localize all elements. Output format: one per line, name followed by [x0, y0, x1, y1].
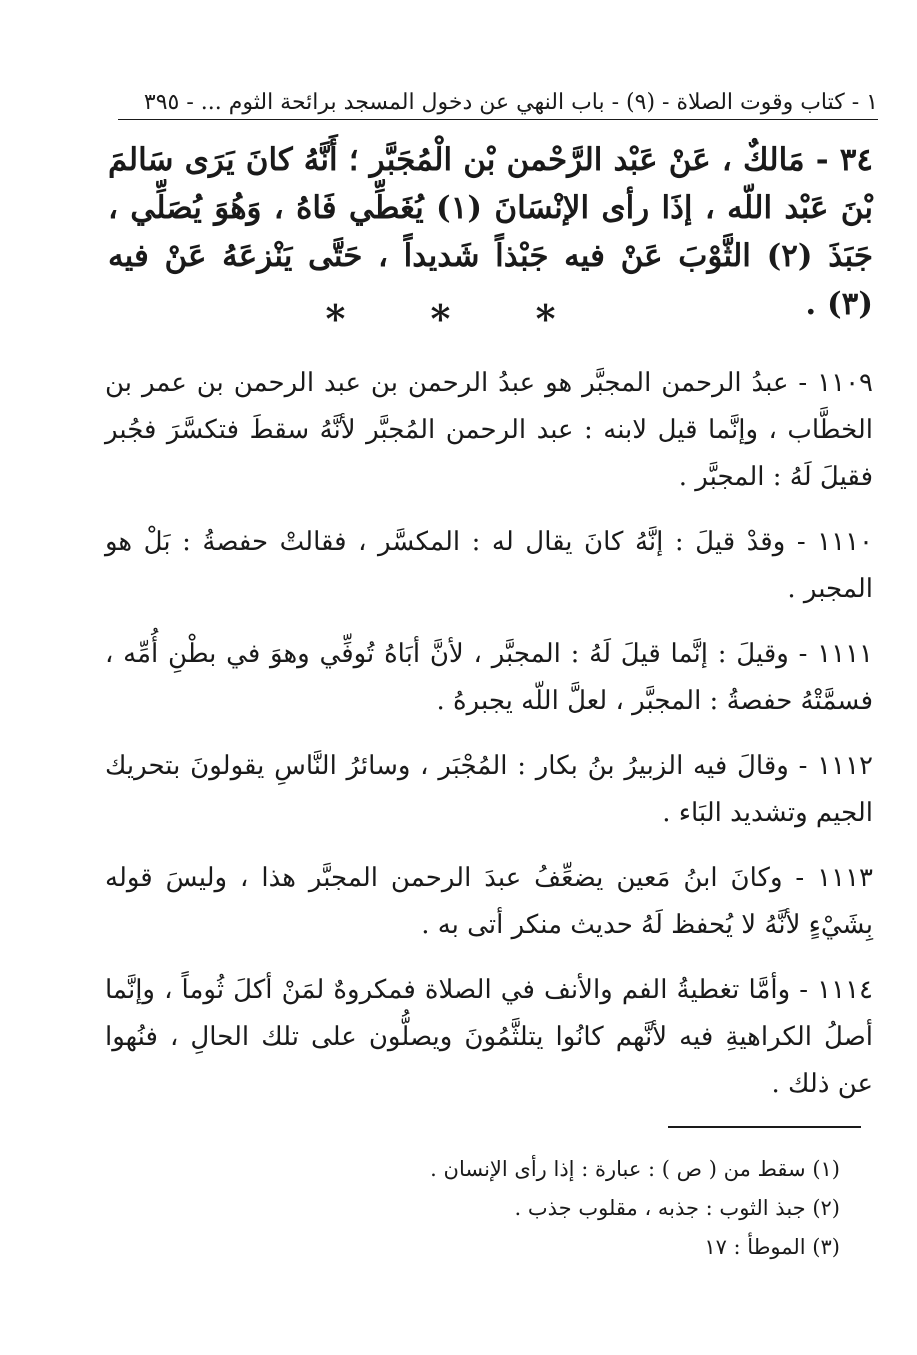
footnote-item: (٣) الموطأ : ١٧ — [704, 1235, 840, 1259]
paragraph-number: ١١١١ — [817, 639, 874, 669]
hadith-text: - مَالكٌ ، عَنْ عَبْد الرَّحْمن بْن الْمُجَبَّر ؛ أَنَّهُ كانَ يَرَى سَالمَ بْنَ عَبْد اللّه ، إذَا رأى الإنْسَانَ (١) يُغَطِّي فَاهُ ، وَهُوَ يُصَلِّي ، جَبَذَ (٢) الثَّوْبَ عَنْ فيه جَبْذاً شَديداً ، حَتَّى يَنْزعَهُ عَنْ فيه (٣) . — [108, 142, 873, 322]
commentary-paragraph — [105, 519, 873, 613]
running-head — [118, 86, 878, 120]
commentary-paragraph — [105, 855, 873, 949]
commentary-paragraph — [105, 967, 873, 1108]
commentary — [105, 360, 873, 1126]
paragraph-text: - عبدُ الرحمن المجبَّر هو عبدُ الرحمن بن عبد الرحمن بن عمر بن الخطَّاب ، وإنَّما قيل لابنه : عبد الرحمن المُجبَّر لأنَّهُ سقطَ فتكسَّرَ فجُبر فقيلَ لَهُ : المجبَّر . — [105, 368, 873, 492]
footnote-item: (٢) جبذ الثوب : جذبه ، مقلوب جذب . — [514, 1196, 840, 1220]
running-head-text: ١ - كتاب وقوت الصلاة - (٩) - باب النهي عن دخول المسجد برائحة الثوم ... - ٣٩٥ — [143, 90, 878, 115]
paragraph-text: - وقيلَ : إنَّما قيلَ لَهُ : المجبَّر ، لأنَّ أبَاهُ تُوفِّي وهوَ في بطْنِ أُمِّه ، فسمَّتْهُ حفصةُ : المجبَّر ، لعلَّ اللّه يجبرهُ . — [105, 639, 873, 716]
footnote-rule — [668, 1126, 861, 1128]
paragraph-text: - وقالَ فيه الزبيرُ بنُ بكار : المُجْبَر ، وسائرُ النَّاسِ يقولونَ بتحريك الجيم وتشديد البَاء . — [105, 751, 873, 828]
paragraph-text: - وأمَّا تغطيةُ الفم والأنف في الصلاة فمكروهٌ لمَنْ أكلَ ثُوماً ، وإنَّما أصلُ الكراهيةِ فيه لأنَّهم كانُوا يتلثَّمُونَ ويصلُّون على تلك الحالِ ، فنُهوا عن ذلك . — [105, 975, 873, 1099]
footnote-item: (١) سقط من ( ص ) : عبارة : إذا رأى الإنسان . — [430, 1157, 840, 1181]
section-separator: * * * — [325, 296, 592, 341]
paragraph-number: ١١١٤ — [817, 975, 874, 1005]
paragraph-number: ١١١٢ — [817, 751, 873, 781]
paragraph-number: ١١٠٩ — [817, 368, 873, 398]
footnotes — [200, 1150, 840, 1267]
header-rule — [118, 119, 878, 120]
hadith-number: ٣٤ — [839, 142, 874, 178]
commentary-paragraph — [105, 631, 873, 725]
paragraph-text: - وقدْ قيلَ : إنَّهُ كانَ يقال له : المكسَّر ، فقالتْ حفصةُ : بَلْ هو المجبر . — [105, 527, 873, 604]
commentary-paragraph — [105, 360, 873, 501]
commentary-paragraph — [105, 743, 873, 837]
paragraph-number: ١١١٠ — [817, 527, 873, 557]
paragraph-text: - وكانَ ابنُ مَعين يضعِّفُ عبدَ الرحمن المجبَّر هذا ، وليسَ قوله بِشَيْءٍ لأنَّهُ لا يُحفظ لَهُ حديث منكر أتى به . — [105, 863, 873, 940]
paragraph-number: ١١١٣ — [817, 863, 874, 893]
